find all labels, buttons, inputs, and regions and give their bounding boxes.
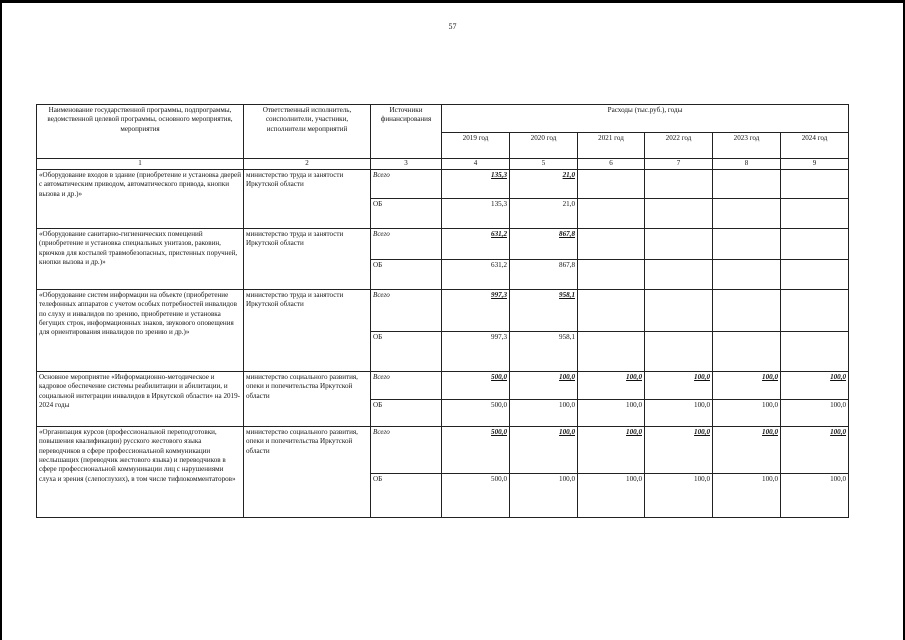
total-value-cell: 500,0 [442, 427, 510, 474]
total-value-cell [645, 170, 713, 199]
source-ob-cell: ОБ [371, 400, 442, 427]
ob-value-cell [781, 199, 849, 229]
source-total-cell: Всего [371, 290, 442, 332]
ob-value-cell: 100,0 [781, 400, 849, 427]
ob-value-cell [713, 332, 781, 372]
ob-value-cell: 100,0 [578, 400, 645, 427]
header-year-cell: 2021 год [578, 133, 645, 159]
ob-value-cell: 958,1 [510, 332, 578, 372]
total-value-cell [578, 290, 645, 332]
column-number-cell: 6 [578, 159, 645, 170]
header-expenses-cell: Расходы (тыс.руб.), годы [442, 105, 849, 133]
total-value-cell [713, 290, 781, 332]
ob-value-cell: 997,3 [442, 332, 510, 372]
activity-name-cell: «Оборудование систем информации на объекте (приобретение телефонных аппаратов с учетом особых потребностей инвалидов по слуху и инвалидов по зрению, приобретение и установка бегущих строк, информационных знаков, звукового оповещения для ориентирования инвалидов по зрению и др.)» [37, 290, 244, 372]
total-value-cell: 100,0 [781, 427, 849, 474]
column-number-cell: 7 [645, 159, 713, 170]
ob-value-cell: 500,0 [442, 474, 510, 518]
column-number-cell: 2 [244, 159, 371, 170]
total-value-cell: 867,8 [510, 229, 578, 260]
total-value-cell [781, 290, 849, 332]
total-value-cell: 100,0 [781, 372, 849, 400]
page-left-border [0, 0, 2, 640]
ob-value-cell: 100,0 [510, 400, 578, 427]
executor-cell: министерство социального развития, опеки и попечительства Иркутской области [244, 372, 371, 427]
source-total-cell: Всего [371, 427, 442, 474]
activity-name-cell: «Организация курсов (профессиональной переподготовки, повышения квалификации) русского жестового языка переводчиков в сфере профессиональной коммуникации неслышащих (переводчик жестового языка) и переводчиков в сфере профессиональной коммуникации лиц с нарушениями слуха и зрения (слепоглухих), в том числе тифлокомментаторов» [37, 427, 244, 518]
ob-value-cell: 867,8 [510, 260, 578, 290]
total-value-cell: 958,1 [510, 290, 578, 332]
ob-value-cell [578, 260, 645, 290]
ob-value-cell: 100,0 [578, 474, 645, 518]
source-total-cell: Всего [371, 170, 442, 199]
ob-value-cell: 100,0 [645, 400, 713, 427]
ob-value-cell [578, 332, 645, 372]
total-value-cell: 100,0 [713, 427, 781, 474]
total-value-cell [645, 290, 713, 332]
executor-cell: министерство труда и занятости Иркутской области [244, 229, 371, 290]
header-year-cell: 2020 год [510, 133, 578, 159]
total-value-cell: 997,3 [442, 290, 510, 332]
source-total-cell: Всего [371, 229, 442, 260]
header-year-cell: 2019 год [442, 133, 510, 159]
column-number-cell: 8 [713, 159, 781, 170]
total-value-cell [578, 229, 645, 260]
total-value-cell: 100,0 [645, 427, 713, 474]
total-value-cell: 500,0 [442, 372, 510, 400]
ob-value-cell [645, 260, 713, 290]
column-number-cell: 4 [442, 159, 510, 170]
total-value-cell: 100,0 [578, 427, 645, 474]
ob-value-cell: 500,0 [442, 400, 510, 427]
total-value-cell [781, 170, 849, 199]
column-number-row [37, 159, 849, 170]
ob-value-cell [713, 260, 781, 290]
column-number-cell: 5 [510, 159, 578, 170]
total-value-cell: 100,0 [713, 372, 781, 400]
total-value-cell: 100,0 [510, 427, 578, 474]
source-ob-cell: ОБ [371, 332, 442, 372]
total-value-cell: 135,3 [442, 170, 510, 199]
ob-value-cell [645, 332, 713, 372]
total-value-cell [578, 170, 645, 199]
ob-value-cell [645, 199, 713, 229]
total-value-cell: 100,0 [645, 372, 713, 400]
column-number-cell: 3 [371, 159, 442, 170]
activity-name-cell: «Оборудование входов в здание (приобретение и установка дверей с автоматическим приводом, автоматического привода, кнопки вызова и др.)» [37, 170, 244, 229]
ob-value-cell [781, 260, 849, 290]
total-value-cell [645, 229, 713, 260]
header-executor-cell: Ответственный исполнитель, соисполнители, участники, исполнители мероприятий [244, 105, 371, 159]
column-number-cell: 9 [781, 159, 849, 170]
header-year-cell: 2022 год [645, 133, 713, 159]
total-value-cell: 631,2 [442, 229, 510, 260]
table-row [37, 229, 849, 260]
ob-value-cell: 100,0 [510, 474, 578, 518]
table-row [37, 170, 849, 199]
header-year-cell: 2024 год [781, 133, 849, 159]
total-value-cell: 21,0 [510, 170, 578, 199]
total-value-cell [713, 229, 781, 260]
header-source-cell: Источники финансирования [371, 105, 442, 159]
ob-value-cell: 100,0 [713, 474, 781, 518]
expenses-table [36, 104, 849, 518]
ob-value-cell: 100,0 [713, 400, 781, 427]
total-value-cell [781, 229, 849, 260]
header-name-cell: Наименование государственной программы, подпрограммы, ведомственной целевой программы, основного мероприятия, мероприятия [37, 105, 244, 159]
ob-value-cell [713, 199, 781, 229]
activity-name-cell: Основное мероприятие «Информационно-методическое и кадровое обеспечение системы реабилитации и абилитации, и социальной интеграции инвалидов в Иркутской области» на 2019-2024 годы [37, 372, 244, 427]
ob-value-cell [578, 199, 645, 229]
total-value-cell: 100,0 [578, 372, 645, 400]
total-value-cell: 100,0 [510, 372, 578, 400]
activity-name-cell: «Оборудование санитарно-гигиенических помещений (приобретение и установка специальных унитазов, раковин, крючков для костылей травмобезопасных, пристенных поручней, кнопки вызова и др.)» [37, 229, 244, 290]
source-total-cell: Всего [371, 372, 442, 400]
ob-value-cell: 631,2 [442, 260, 510, 290]
executor-cell: министерство труда и занятости Иркутской области [244, 290, 371, 372]
column-number-cell: 1 [37, 159, 244, 170]
header-row-1 [37, 105, 849, 133]
source-ob-cell: ОБ [371, 474, 442, 518]
table-row [37, 372, 849, 400]
ob-value-cell: 100,0 [781, 474, 849, 518]
table-row [37, 290, 849, 332]
ob-value-cell: 135,3 [442, 199, 510, 229]
table-row [37, 427, 849, 474]
page-top-border [0, 0, 905, 3]
ob-value-cell: 100,0 [645, 474, 713, 518]
executor-cell: министерство социального развития, опеки и попечительства Иркутской области [244, 427, 371, 518]
executor-cell: министерство труда и занятости Иркутской области [244, 170, 371, 229]
source-ob-cell: ОБ [371, 260, 442, 290]
ob-value-cell [781, 332, 849, 372]
header-year-cell: 2023 год [713, 133, 781, 159]
ob-value-cell: 21,0 [510, 199, 578, 229]
page-number: 57 [448, 22, 457, 31]
source-ob-cell: ОБ [371, 199, 442, 229]
total-value-cell [713, 170, 781, 199]
